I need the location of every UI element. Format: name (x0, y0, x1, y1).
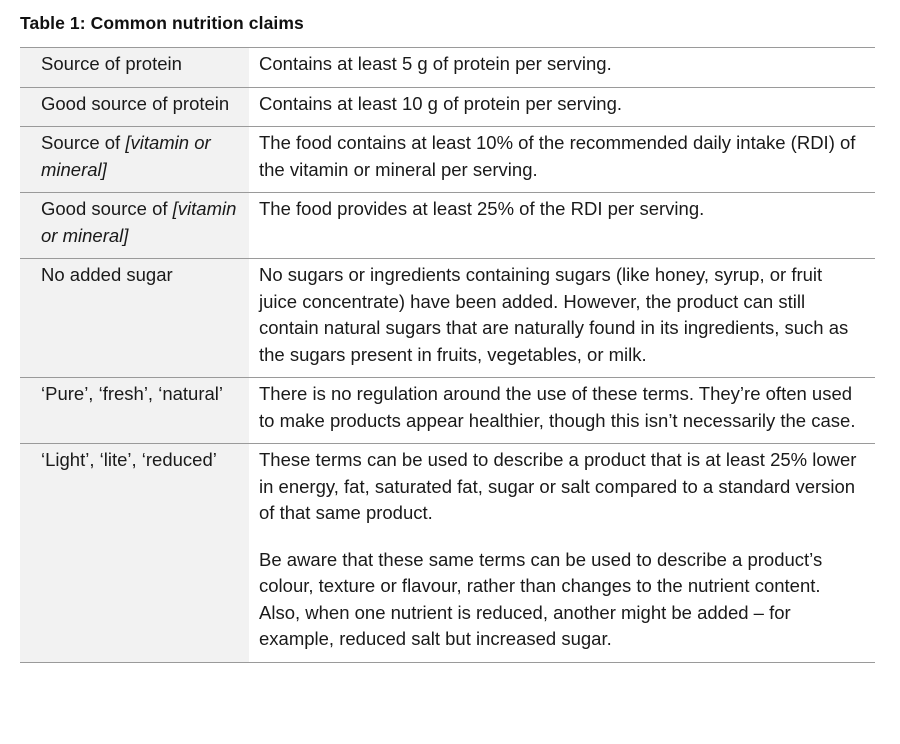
claim-cell (20, 378, 249, 444)
claim-text: Source of (41, 132, 126, 153)
claim-cell (20, 48, 249, 88)
claim-cell (20, 444, 249, 663)
claim-text: No added sugar (41, 264, 173, 285)
meaning-text: The food contains at least 10% of the recommended daily intake (RDI) of the vitamin or mineral per serving. (259, 132, 856, 180)
claim-text-italic: [vitamin or mineral] (41, 198, 237, 246)
meaning-text: No sugars or ingredients containing sugars (like honey, syrup, or fruit juice concentrate) have been added. However, the product can still contain natural sugars that are naturally found in its ingredients, such as the sugars present in fruits, vegetables, or milk. (259, 264, 849, 365)
table-row (20, 193, 875, 259)
meaning-text: Be aware that these same terms can be used to describe a product’s colour, texture or flavour, rather than changes to the nutrient content. Also, when one nutrient is reduced, another might be added – for example, reduced salt but increased sugar. (259, 548, 823, 649)
meaning-text: These terms can be used to describe a product that is at least 25% lower in energy, fat, saturated fat, sugar or salt compared to a standard version of that same product. (259, 449, 857, 523)
meaning-text: Contains at least 10 g of protein per serving. (259, 92, 623, 114)
table-row (20, 378, 875, 444)
meaning-cell (249, 127, 875, 193)
claim-cell (20, 127, 249, 193)
claim-text: Good source of (41, 198, 173, 219)
meaning-cell (249, 378, 875, 444)
meaning-cell (249, 48, 875, 88)
meaning-cell (249, 193, 875, 259)
table-row (20, 87, 875, 127)
claim-cell (20, 259, 249, 378)
claim-text: ‘Light’, ‘lite’, ‘reduced’ (41, 449, 217, 470)
meaning-cell (249, 444, 875, 663)
meaning-text: There is no regulation around the use of these terms. They’re often used to make products appear healthier, though this isn’t necessarily the case. (259, 383, 856, 431)
meaning-text: Contains at least 5 g of protein per serving. (259, 53, 612, 74)
table-caption: Table 1: Common nutrition claims (20, 13, 304, 33)
claim-cell (20, 193, 249, 259)
claim-text-italic: [vitamin or mineral] (41, 132, 211, 180)
meaning-text: The food provides at least 25% of the RDI per serving. (259, 198, 705, 219)
claim-text: Source of protein (41, 53, 182, 74)
meaning-cell (249, 87, 875, 127)
table-row (20, 259, 875, 378)
nutrition-claims-table (20, 47, 875, 663)
table-row (20, 48, 875, 88)
meaning-cell (249, 259, 875, 378)
claim-cell (20, 87, 249, 127)
table-row (20, 444, 875, 663)
claim-text: ‘Pure’, ‘fresh’, ‘natural’ (41, 383, 223, 404)
claim-text: Good source of protein (41, 92, 230, 114)
table-row (20, 127, 875, 193)
